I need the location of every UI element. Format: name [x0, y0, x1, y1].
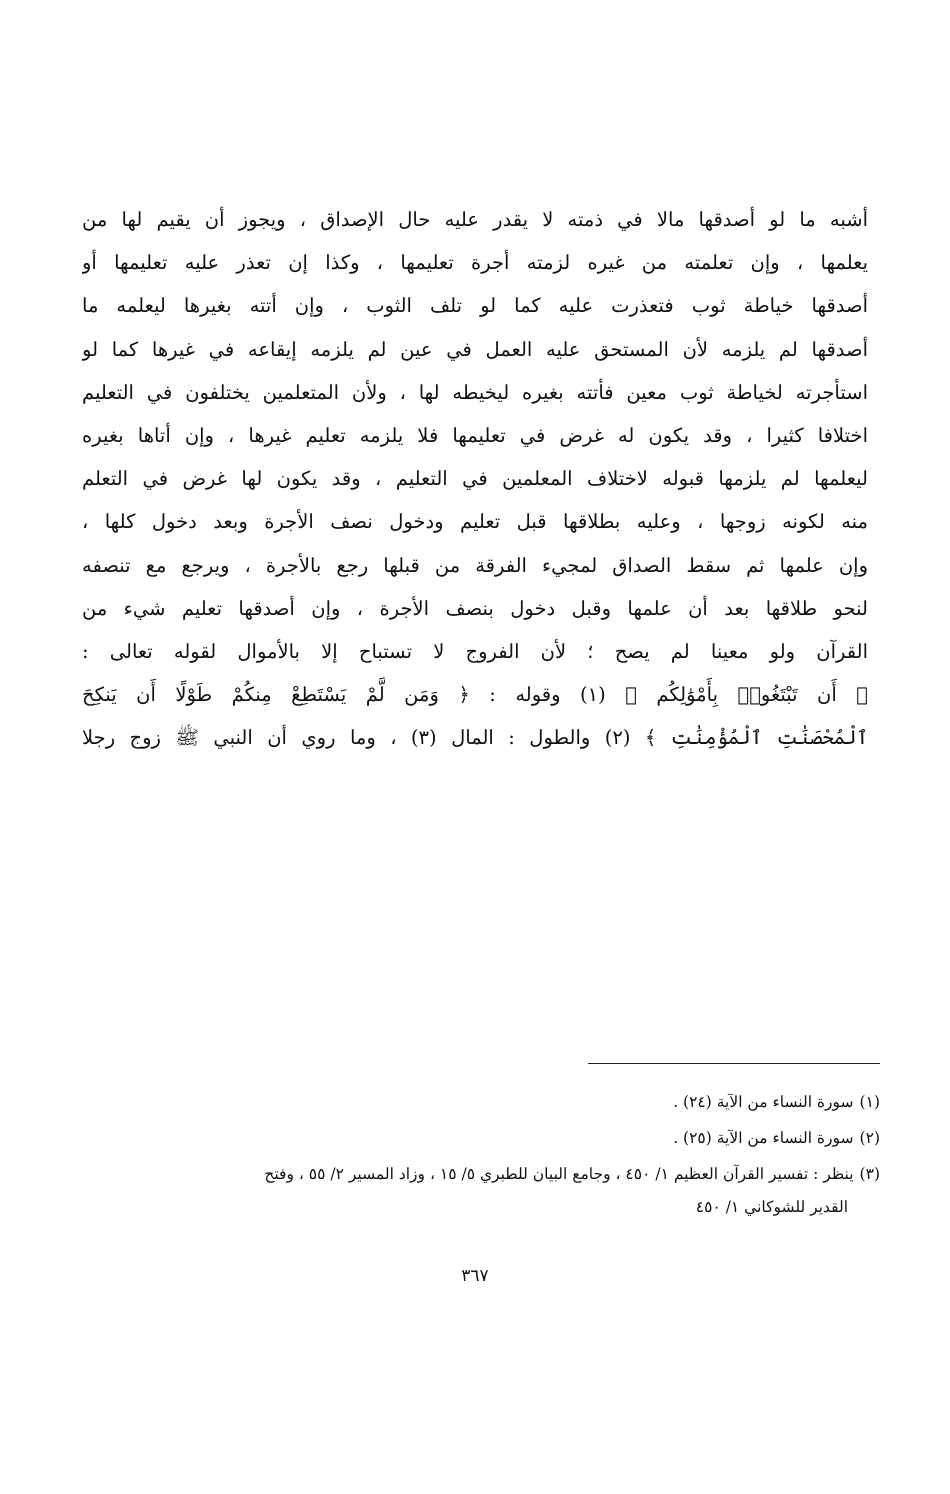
footnotes — [78, 1084, 880, 1222]
footnote-2-text: سورة النساء من الآية (٢٥) . — [673, 1129, 854, 1147]
body-line-13: ٱلْمُحْصَنَٰتِ ٱلْمُؤْمِنَٰتِ ﴾ (٢) والطول : المال (٣) ، وما روي أن النبي ﷺ زوج رجلا — [82, 726, 868, 750]
footnote-2-number: (٢) — [859, 1129, 880, 1147]
footnote-divider — [588, 1063, 880, 1064]
page-number: ٣٦٧ — [461, 1266, 489, 1286]
body-line-4: أصدقها لم يلزمه لأن المستحق عليه العمل في عين لم يلزمه إيقاعه في غيرها كما لو — [82, 337, 868, 361]
body-line-11: القرآن ولو معينا لم يصح ؛ لأن الفروج لا تستباح إلا بالأموال لقوله تعالى : — [82, 639, 868, 663]
body-line-5: استأجرته لخياطة ثوب معين فأتته بغيره ليخيطه لها ، ولأن المتعلمين يختلفون في التعليم — [82, 380, 868, 404]
body-line-10: لنحو طلاقها بعد أن علمها وقبل دخول بنصف الأجرة ، وإن أصدقها تعليم شيء من — [82, 596, 868, 620]
body-line-3: أصدقها خياطة ثوب فتعذرت عليه كما لو تلف الثوب ، وإن أتته بغيرها ليعلمه ما — [82, 294, 868, 318]
body-line-6: اختلافا كثيرا ، وقد يكون له غرض في تعليمها فلا يلزمه تعليم غيرها ، وإن أتاها بغيره — [82, 423, 868, 447]
footnote-3-continuation: القدير للشوكاني ١/ ٤٥٠ — [695, 1198, 848, 1216]
body-line-7: ليعلمها لم يلزمها قبوله لاختلاف المعلمين في التعليم ، وقد يكون لها غرض في التعلم — [82, 467, 868, 491]
footnote-3 — [78, 1156, 880, 1192]
footnote-2 — [78, 1120, 880, 1156]
body-line-12-quran-verse: ﴿ أَن تَبْتَغُوا۟ بِأَمْوَٰلِكُم ﴾ (١) وقوله : ﴿ وَمَن لَّمْ يَسْتَطِعْ مِنكُمْ طَوْلًا أَن يَنكِحَ — [82, 683, 868, 707]
body-line-9: وإن علمها ثم سقط الصداق لمجيء الفرقة من قبلها رجع بالأجرة ، ويرجع مع تنصفه — [82, 553, 868, 577]
body-line-8: منه لكونه زوجها ، وعليه بطلاقها قبل تعليم ودخول نصف الأجرة وبعد دخول كلها ، — [82, 510, 868, 534]
footnote-1-number: (١) — [859, 1093, 880, 1111]
footnote-1 — [78, 1084, 880, 1120]
footnote-1-text: سورة النساء من الآية (٢٤) . — [673, 1093, 854, 1111]
footnote-3-text: ينظر : تفسير القرآن العظيم ١/ ٤٥٠ ، وجامع البيان للطبري ٥/ ١٥ ، وزاد المسير ٢/ ٥٥ ، وفتح — [264, 1165, 854, 1183]
main-body-text — [82, 198, 868, 759]
body-line-2: يعلمها ، وإن تعلمته من غيره لزمته أجرة تعليمها ، وكذا إن تعذر عليه تعليمها أو — [82, 251, 868, 275]
body-line-1: أشبه ما لو أصدقها مالا في ذمته لا يقدر عليه حال الإصداق ، ويجوز أن يقيم لها من — [82, 208, 868, 231]
footnote-3-number: (٣) — [859, 1165, 880, 1183]
